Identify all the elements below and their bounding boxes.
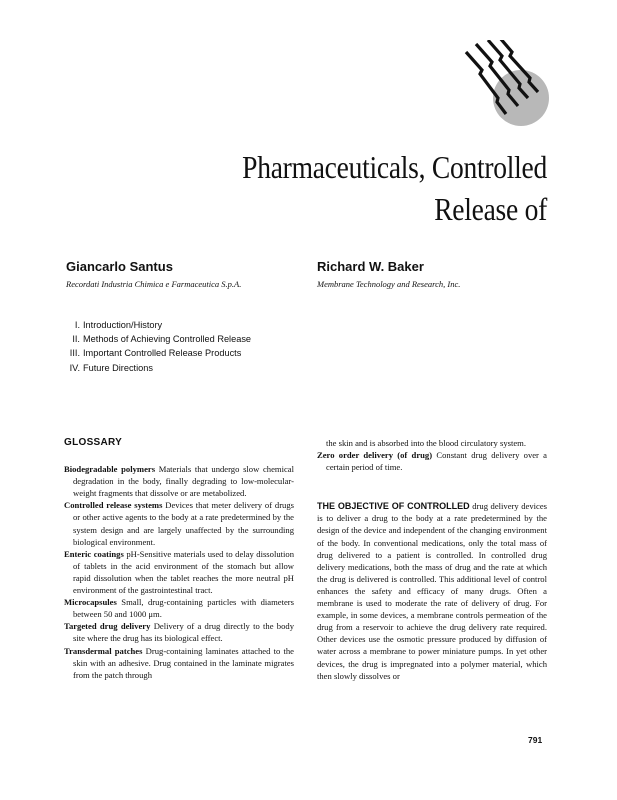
title-line: Release of: [434, 191, 547, 227]
toc-item: [64, 361, 251, 375]
toc-item: [64, 332, 251, 346]
toc-text: Introduction/History: [83, 320, 163, 330]
glossary-definition: Small, drug-containing particles with diameters between 50 and 1000 μm.: [73, 597, 294, 620]
glossary-definition: pH-Sensitive materials used to delay dissolution of tablets in the acid environment of the stomach but allow rapid dissolution when the tablet reaches the more neutral pH environment of the gastrointestinal tract.: [73, 548, 294, 596]
paragraph-lead: THE OBJECTIVE OF CONTROLLED: [317, 501, 470, 512]
toc-text: Important Controlled Release Products: [83, 348, 242, 359]
glossary-entry: [64, 499, 294, 547]
body-paragraph: [317, 500, 547, 681]
author-block: [66, 259, 241, 292]
glossary-definition: Drug-containing laminates attached to the skin with an adhesive. Drug contained in the laminate migrates from the patch through: [73, 645, 294, 680]
page-number: 791: [528, 735, 543, 745]
glossary-definition: Materials that undergo slow chemical degradation in the body, finally degrading to low-molecular-weight fragments that dissolve or are metabolized.: [73, 464, 294, 499]
encyclopedia-logo: [464, 40, 554, 132]
toc-number: III.: [69, 348, 80, 359]
glossary-term: Microcapsules: [64, 597, 117, 608]
glossary-definition: Constant drug delivery over a certain period of time.: [326, 450, 547, 473]
toc-number: II.: [72, 334, 80, 345]
glossary-definition: Devices that meter delivery of drugs or other active agents to the body at a rate predetermined by the system design and are largely unaffected by the surrounding biological environment.: [73, 500, 294, 547]
glossary-heading: GLOSSARY: [64, 437, 123, 448]
glossary-entry: [64, 645, 294, 681]
glossary-entry: [64, 463, 294, 499]
glossary-continuation: the skin and is absorbed into the blood circulatory system.: [326, 438, 527, 448]
toc-item: [64, 318, 251, 332]
author-affiliation: Recordati Industria Chimica e Farmaceutica S.p.A.: [66, 279, 242, 289]
author-name: Richard W. Baker: [317, 259, 424, 274]
toc-text: Future Directions: [83, 362, 153, 373]
glossary-term: Zero order delivery (of drug): [317, 450, 433, 461]
toc-item: [64, 346, 251, 360]
glossary-term: Biodegradable polymers: [64, 464, 156, 475]
glossary-definition: Delivery of a drug directly to the body site where the drug has its biological effect.: [73, 621, 294, 644]
glossary-entry: [64, 596, 294, 620]
toc-number: IV.: [69, 362, 80, 373]
author-affiliation: Membrane Technology and Research, Inc.: [317, 279, 461, 289]
glossary-entry: [64, 548, 294, 596]
glossary-term: Enteric coatings: [64, 548, 124, 559]
article-title: [186, 146, 547, 230]
left-column: [64, 437, 294, 681]
title-line: Pharmaceuticals, Controlled: [242, 149, 547, 185]
toc-number: I.: [74, 320, 80, 330]
glossary-term: Transdermal patches: [64, 645, 143, 656]
right-column: [317, 437, 547, 682]
author-name: Giancarlo Santus: [66, 259, 173, 274]
glossary-term: Controlled release systems: [64, 500, 163, 511]
glossary-entry: [64, 620, 294, 644]
table-of-contents: [64, 318, 251, 375]
paragraph-text: drug delivery devices is to deliver a drug to the body at a rate predetermined by the design of the device and independent of the changing environment of the body. In conventional medications, only the total mass of drug delivered to a patient is controlled. In controlled drug delivery medications, both the mass of drug and the rate at which the drug is delivered is controlled. This additional level of control enhances the safety and efficacy of many drugs. Often a membrane is used to moderate the rate of delivery of drug. For example, in some devices, a membrane controls permeation of the drug from a reservoir to achieve the drug delivery rate required. Other devices use the osmotic pressure produced by diffusion of water across a membrane to power miniature pumps. In yet other devices, the drug is impregnated into a polymer material, which then slowly dissolves or: [317, 501, 547, 681]
glossary-entry: [317, 449, 547, 473]
glossary-term: Targeted drug delivery: [64, 621, 151, 632]
toc-text: Methods of Achieving Controlled Release: [83, 334, 252, 345]
author-block: [317, 259, 460, 292]
